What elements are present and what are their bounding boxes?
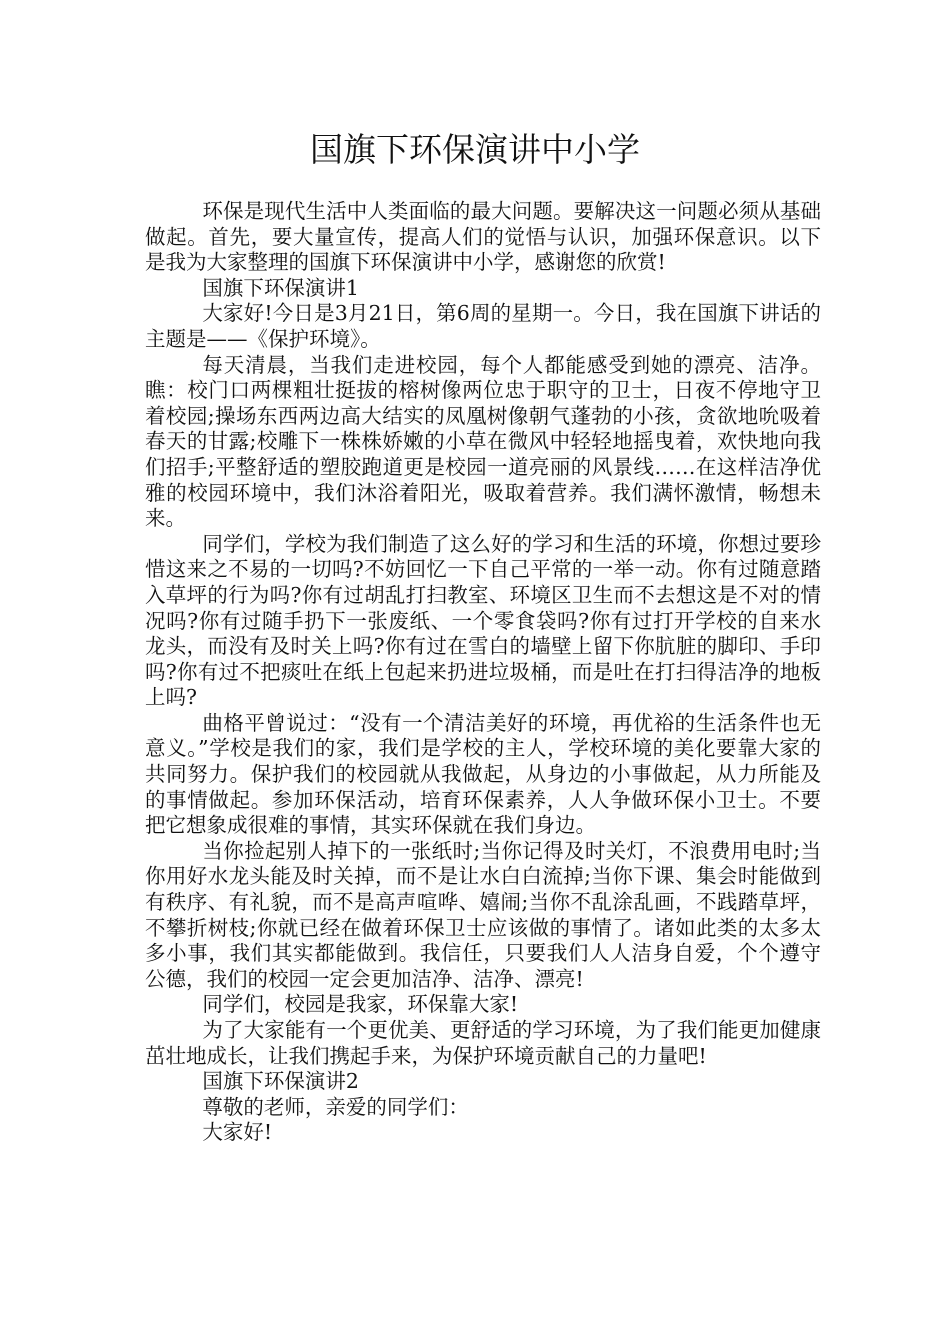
paragraph: 每天清晨，当我们走进校园，每个人都能感受到她的漂亮、洁净。瞧：校门口两棵粗壮挺拔的榕树像两位忠于职守的卫士，日夜不停地守卫着校园;操场东西两边高大结实的凤凰树像朝气蓬勃的小孩，贪欲地吮吸着春天的甘露;校雕下一株株娇嫩的小草在微风中轻轻地摇曳着，欢快地向我们招手;平整舒适的塑胶跑道更是校园一道亮丽的风景线……在这样洁净优雅的校园环境中，我们沐浴着阳光，吸取着营养。我们满怀激情，畅想未来。 <box>145 352 821 531</box>
paragraph: 当你捡起别人掉下的一张纸时;当你记得及时关灯，不浪费用电时;当你用好水龙头能及时关掉，而不是让水白白流掉;当你下课、集会时能做到有秩序、有礼貌，而不是高声喧哗、嬉闹;当你不乱涂乱画，不践踏草坪，不攀折树枝;你就已经在做着环保卫士应该做的事情了。诸如此类的太多太多小事，我们其实都能做到。我信任，只要我们人人洁身自爱，个个遵守公德，我们的校园一定会更加洁净、洁净、漂亮! <box>145 838 821 991</box>
section-heading-speech-1: 国旗下环保演讲1 <box>202 275 359 300</box>
document-body <box>145 199 821 1146</box>
paragraph: 曲格平曾说过：“没有一个清洁美好的环境，再优裕的生活条件也无意义。”学校是我们的家，我们是学校的主人，学校环境的美化要靠大家的共同努力。保护我们的校园就从我做起，从身边的小事做起，从力所能及的事情做起。参加环保活动，培育环保素养，人人争做环保小卫士。不要把它想象成很难的事情，其实环保就在我们身边。 <box>145 710 821 838</box>
paragraph: 同学们，校园是我家，环保靠大家! <box>202 992 519 1017</box>
greeting: 大家好! <box>202 1120 273 1145</box>
section-heading-speech-2: 国旗下环保演讲2 <box>202 1069 359 1094</box>
paragraph: 为了大家能有一个更优美、更舒适的学习环境，为了我们能更加健康茁壮地成长，让我们携起手来，为保护环境贡献自己的力量吧! <box>145 1018 821 1068</box>
paragraph-intro: 环保是现代生活中人类面临的最大问题。要解决这一问题必须从基础做起。首先，要大量宣传，提高人们的觉悟与认识，加强环保意识。以下是我为大家整理的国旗下环保演讲中小学，感谢您的欣赏! <box>145 199 821 275</box>
paragraph: 同学们，学校为我们制造了这么好的学习和生活的环境，你想过要珍惜这来之不易的一切吗?不妨回忆一下自己平常的一举一动。你有过随意踏入草坪的行为吗?你有过胡乱打扫教室、环境区卫生而不去想这是不对的情况吗?你有过随手扔下一张废纸、一个零食袋吗?你有过打开学校的自来水龙头，而没有及时关上吗?你有过在雪白的墙壁上留下你肮脏的脚印、手印吗?你有过不把痰吐在纸上包起来扔进垃圾桶，而是吐在打扫得洁净的地板上吗? <box>145 531 821 710</box>
page-title: 国旗下环保演讲中小学 <box>310 130 640 169</box>
paragraph: 大家好!今日是3月21日，第6周的星期一。今日，我在国旗下讲话的主题是——《保护环境》。 <box>145 301 821 351</box>
salutation: 尊敬的老师，亲爱的同学们： <box>202 1094 469 1119</box>
